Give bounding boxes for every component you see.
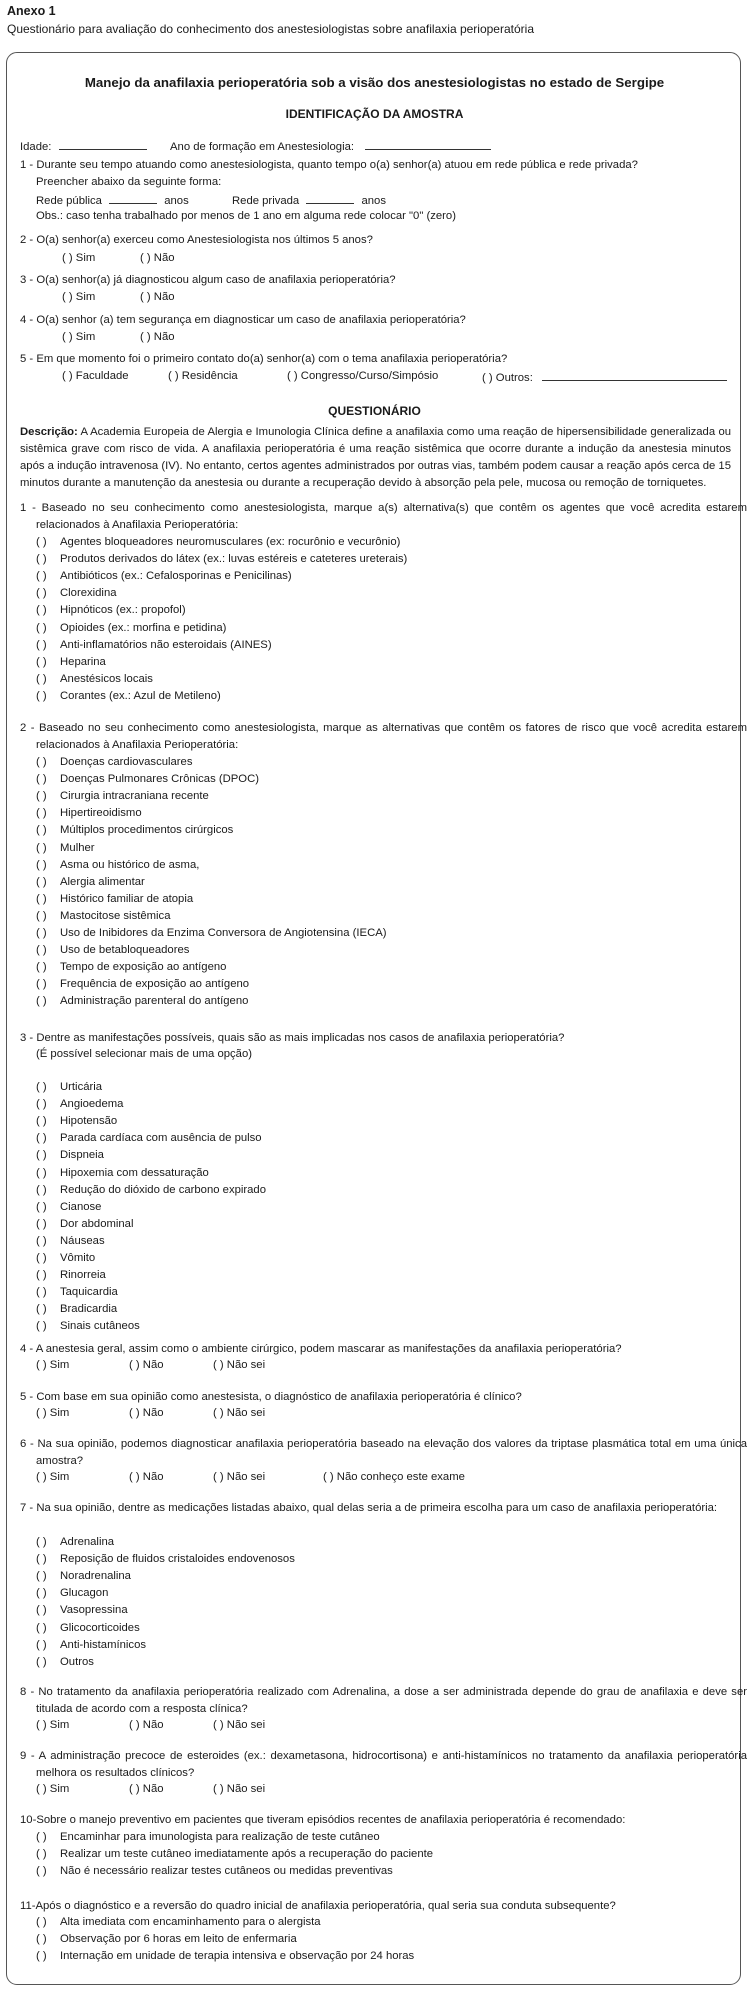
description-paragraph <box>20 424 731 492</box>
checkbox[interactable]: ( ) <box>36 1655 47 1668</box>
checkbox[interactable]: ( ) <box>36 773 47 786</box>
question-11: 11-Após o diagnóstico e a reversão do quadro inicial de anafilaxia perioperatória, qual seria sua conduta subsequente? <box>20 1900 616 1912</box>
question-2-option[interactable] <box>36 943 189 958</box>
form-title: Manejo da anafilaxia perioperatória sob a visão dos anestesiologistas no estado de Sergipe <box>84 75 665 90</box>
option-label: Corantes (ex.: Azul de Metileno) <box>60 689 221 702</box>
id-q5-outros-row <box>482 369 727 386</box>
question-2-option[interactable] <box>36 858 199 873</box>
question-3-option[interactable] <box>36 1148 104 1163</box>
option-label: Bradicardia <box>60 1303 118 1316</box>
option-label: Mulher <box>60 841 95 854</box>
checkbox[interactable]: ( ) <box>36 1865 47 1878</box>
question-2-option[interactable] <box>36 994 248 1009</box>
question-7-option[interactable] <box>36 1638 146 1653</box>
q9-no[interactable]: ( ) Não <box>129 1783 164 1795</box>
question-3-option[interactable] <box>36 1166 209 1181</box>
question-2-option[interactable] <box>36 841 95 856</box>
checkbox[interactable]: ( ) <box>36 1166 47 1179</box>
option-label: Uso de betabloqueadores <box>60 944 190 957</box>
checkbox[interactable]: ( ) <box>36 1217 47 1230</box>
option-label: Anestésicos locais <box>60 672 153 685</box>
question-1-option[interactable] <box>36 638 272 653</box>
checkbox[interactable]: ( ) <box>36 824 47 837</box>
checkbox[interactable]: ( ) <box>36 587 47 600</box>
id-q3-yes[interactable]: ( ) Sim <box>62 291 96 303</box>
option-label: Histórico familiar de atopia <box>60 892 194 905</box>
checkbox[interactable]: ( ) <box>36 756 47 768</box>
question-2-option[interactable] <box>36 755 193 770</box>
q6-yes[interactable]: ( ) Sim <box>36 1471 70 1483</box>
option-label: Asma ou histórico de asma, <box>60 858 200 871</box>
q6-dont-know[interactable]: ( ) Não sei <box>213 1471 266 1483</box>
question-2-option[interactable] <box>36 909 171 924</box>
option-label: Doenças cardiovasculares <box>60 756 193 768</box>
q8-yes[interactable]: ( ) Sim <box>36 1719 70 1731</box>
question-2-option[interactable] <box>36 977 249 992</box>
age-label: Idade: <box>20 141 52 153</box>
checkbox[interactable]: ( ) <box>36 1587 47 1600</box>
checkbox[interactable]: ( ) <box>36 807 47 820</box>
question-3-option[interactable] <box>36 1183 266 1198</box>
question-7: 7 - Na sua opinião, dentre as medicações listadas abaixo, qual delas seria a de primeira escolha para um caso de anafilaxia perioperatória: <box>20 1502 718 1514</box>
question-3-option[interactable] <box>36 1217 133 1232</box>
option-label: Anti-histamínicos <box>60 1638 147 1651</box>
option-label: Vasopressina <box>60 1604 128 1617</box>
q8-dont-know[interactable]: ( ) Não sei <box>213 1719 266 1731</box>
checkbox[interactable]: ( ) <box>36 1098 47 1111</box>
q5-yes[interactable]: ( ) Sim <box>36 1407 70 1419</box>
question-2-option[interactable] <box>36 875 145 890</box>
question-3-subtext: (É possível selecionar mais de uma opção) <box>36 1048 252 1060</box>
checkbox[interactable]: ( ) <box>36 1553 47 1566</box>
option-label: Sinais cutâneos <box>60 1320 140 1333</box>
id-question-4: 4 - O(a) senhor (a) tem segurança em diagnosticar um caso de anafilaxia perioperatória? <box>20 314 466 326</box>
question-3-option[interactable] <box>36 1097 123 1112</box>
id-question-5: 5 - Em que momento foi o primeiro contato do(a) senhor(a) com o tema anafilaxia perioperatória? <box>20 353 508 365</box>
option-label: Mastocitose sistêmica <box>60 909 171 922</box>
question-2-option[interactable] <box>36 926 387 941</box>
option-label: Uso de Inibidores da Enzima Conversora de Angiotensina (IECA) <box>60 927 387 939</box>
private-network-label: Rede privada <box>232 195 300 207</box>
q4-no[interactable]: ( ) Não <box>129 1359 164 1371</box>
checkbox[interactable]: ( ) <box>36 1081 47 1093</box>
option-label: Produtos derivados do látex (ex.: luvas estéreis e cateteres ureterais) <box>60 553 408 566</box>
question-6: 6 - Na sua opinião, podemos diagnosticar anafilaxia perioperatória baseado na elevação dos valores da triptase plasmática total em uma única amostra? <box>20 1438 747 1467</box>
option-label: Urticária <box>60 1081 103 1093</box>
id-q3-no[interactable]: ( ) Não <box>140 291 175 303</box>
id-q5-congresso[interactable]: ( ) Congresso/Curso/Simpósio <box>287 370 439 382</box>
option-label: Cianose <box>60 1200 102 1213</box>
option-label: Noradrenalina <box>60 1570 131 1583</box>
checkbox[interactable]: ( ) <box>36 1570 47 1583</box>
public-network-row <box>36 192 189 209</box>
private-years-input-line[interactable] <box>306 192 354 204</box>
private-network-row <box>232 192 386 209</box>
question-3-option[interactable] <box>36 1268 106 1283</box>
question-1-option[interactable] <box>36 672 153 687</box>
q8-no[interactable]: ( ) Não <box>129 1719 164 1731</box>
checkbox[interactable]: ( ) <box>36 1115 47 1128</box>
checkbox[interactable]: ( ) <box>36 995 47 1008</box>
question-1-option[interactable] <box>36 603 186 618</box>
question-2-option[interactable] <box>36 806 142 821</box>
question-11-option[interactable] <box>36 1915 321 1930</box>
graduation-year-row <box>170 138 491 155</box>
checkbox[interactable]: ( ) <box>36 1933 47 1946</box>
option-label: Opioides (ex.: morfina e petidina) <box>60 621 227 634</box>
questionnaire-heading: QUESTIONÁRIO <box>328 404 421 418</box>
question-10-option[interactable] <box>36 1864 393 1879</box>
question-4: 4 - A anestesia geral, assim como o ambiente cirúrgico, podem mascarar as manifestações da anafilaxia perioperatória? <box>20 1343 622 1355</box>
annex-label: Anexo 1 <box>7 4 56 18</box>
checkbox[interactable]: ( ) <box>36 1536 47 1548</box>
id-question-1: 1 - Durante seu tempo atuando como anestesiologista, quanto tempo o(a) senhor(a) atuou em rede pública e rede privada? <box>20 159 638 171</box>
question-3-option[interactable] <box>36 1114 117 1129</box>
checkbox[interactable]: ( ) <box>36 1604 47 1617</box>
question-1-option[interactable] <box>36 552 407 567</box>
option-label: Observação por 6 horas em leito de enfermaria <box>60 1933 297 1946</box>
question-5: 5 - Com base em sua opinião como anestesista, o diagnóstico de anafilaxia perioperatória é clínico? <box>20 1391 522 1403</box>
question-3-option[interactable] <box>36 1319 140 1334</box>
option-label: Alergia alimentar <box>60 875 145 888</box>
q5-dont-know[interactable]: ( ) Não sei <box>213 1407 266 1419</box>
age-field-row <box>20 138 147 155</box>
checkbox[interactable]: ( ) <box>36 1831 47 1843</box>
question-10: 10-Sobre o manejo preventivo em pacientes que tiveram episódios recentes de anafilaxia perioperatória é recomendado: <box>20 1814 626 1826</box>
question-1-option[interactable] <box>36 621 226 636</box>
checkbox[interactable]: ( ) <box>36 1621 47 1634</box>
option-label: Tempo de exposição ao antígeno <box>60 961 227 974</box>
option-label: Outros <box>60 1655 94 1668</box>
option-label: Hipnóticos (ex.: propofol) <box>60 604 186 617</box>
checkbox[interactable]: ( ) <box>36 604 47 617</box>
option-label: Realizar um teste cutâneo imediatamente após a recuperação do paciente <box>60 1848 434 1861</box>
checkbox[interactable]: ( ) <box>36 553 47 566</box>
age-input-line[interactable] <box>59 138 147 150</box>
option-label: Alta imediata com encaminhamento para o alergista <box>60 1916 321 1928</box>
public-network-label: Rede pública <box>36 195 102 207</box>
question-2-option[interactable] <box>36 960 226 975</box>
question-10-option[interactable] <box>36 1830 380 1845</box>
option-label: Taquicardia <box>60 1286 118 1299</box>
checkbox[interactable]: ( ) <box>36 689 47 702</box>
question-11-option[interactable] <box>36 1932 297 1947</box>
checkbox[interactable]: ( ) <box>36 909 47 922</box>
checkbox[interactable]: ( ) <box>36 1286 47 1299</box>
checkbox[interactable]: ( ) <box>36 536 47 548</box>
option-label: Não é necessário realizar testes cutâneos ou medidas preventivas <box>60 1865 393 1878</box>
option-label: Hipotensão <box>60 1115 118 1128</box>
checkbox[interactable]: ( ) <box>36 1183 47 1196</box>
option-label: Glucagon <box>60 1587 109 1600</box>
option-label: Rinorreia <box>60 1269 106 1282</box>
public-years-unit: anos <box>164 195 189 207</box>
outros-input-line[interactable] <box>542 369 727 381</box>
option-label: Náuseas <box>60 1234 105 1247</box>
question-2: 2 - Baseado no seu conhecimento como anestesiologista, marque as alternativas que contêm os fatores de risco que você acredita estarem relacionados à Anafilaxia Perioperatória: <box>20 722 747 751</box>
option-label: Doenças Pulmonares Crônicas (DPOC) <box>60 773 260 786</box>
option-label: Internação em unidade de terapia intensiva e observação por 24 horas <box>60 1950 415 1963</box>
id-q5-faculdade[interactable]: ( ) Faculdade <box>62 370 129 382</box>
question-1-option[interactable] <box>36 689 221 704</box>
q9-dont-know[interactable]: ( ) Não sei <box>213 1783 266 1795</box>
question-7-option[interactable] <box>36 1603 128 1618</box>
q5-no[interactable]: ( ) Não <box>129 1407 164 1419</box>
checkbox[interactable]: ( ) <box>36 858 47 871</box>
option-label: Frequência de exposição ao antígeno <box>60 978 250 991</box>
question-2-option[interactable] <box>36 772 259 787</box>
checkbox[interactable]: ( ) <box>36 1252 47 1264</box>
option-label: Clorexidina <box>60 587 117 600</box>
public-years-input-line[interactable] <box>109 192 157 204</box>
q9-yes[interactable]: ( ) Sim <box>36 1783 70 1795</box>
question-1-option[interactable] <box>36 535 400 550</box>
question-1-option[interactable] <box>36 586 117 601</box>
option-label: Administração parenteral do antígeno <box>60 995 249 1008</box>
graduation-year-label: Ano de formação em Anestesiologia: <box>170 141 354 153</box>
option-label: Heparina <box>60 655 106 668</box>
checkbox[interactable]: ( ) <box>36 944 47 957</box>
question-3-option[interactable] <box>36 1200 101 1215</box>
annex-caption: Questionário para avaliação do conhecimento dos anestesiologistas sobre anafilaxia perioperatória <box>7 22 534 36</box>
id-question-1-hint: Preencher abaixo da seguinte forma: <box>36 176 222 188</box>
question-2-option[interactable] <box>36 823 233 838</box>
checkbox[interactable]: ( ) <box>36 1149 47 1162</box>
id-q5-outros[interactable]: ( ) Outros: <box>482 372 533 384</box>
checkbox[interactable]: ( ) <box>36 1132 47 1145</box>
checkbox[interactable]: ( ) <box>36 1638 47 1651</box>
id-q4-yes[interactable]: ( ) Sim <box>62 331 96 343</box>
option-label: Encaminhar para imunologista para realização de teste cutâneo <box>60 1831 380 1843</box>
question-3-option[interactable] <box>36 1251 95 1266</box>
option-label: Agentes bloqueadores neuromusculares (ex: rocurônio e vecurônio) <box>60 536 401 548</box>
checkbox[interactable]: ( ) <box>36 1234 47 1247</box>
option-label: Anti-inflamatórios não esteroidais (AINES) <box>60 638 272 651</box>
question-3-option[interactable] <box>36 1302 117 1317</box>
question-1-option[interactable] <box>36 655 106 670</box>
checkbox[interactable]: ( ) <box>36 892 47 905</box>
checkbox[interactable]: ( ) <box>36 841 47 854</box>
option-label: Hipertireoidismo <box>60 807 142 820</box>
question-3-option[interactable] <box>36 1080 102 1095</box>
question-3-option[interactable] <box>36 1131 262 1146</box>
option-label: Adrenalina <box>60 1536 115 1548</box>
id-question-2: 2 - O(a) senhor(a) exerceu como Anestesiologista nos últimos 5 anos? <box>20 234 373 246</box>
checkbox[interactable]: ( ) <box>36 1848 47 1861</box>
question-8: 8 - No tratamento da anafilaxia perioperatória realizado com Adrenalina, a dose a ser administrada depende do grau de anafilaxia e deve ser titulada de acordo com a resposta clínica? <box>20 1686 747 1715</box>
id-q5-residencia[interactable]: ( ) Residência <box>168 370 238 382</box>
question-11-option[interactable] <box>36 1949 414 1964</box>
checkbox[interactable]: ( ) <box>36 638 47 651</box>
checkbox[interactable]: ( ) <box>36 1916 47 1928</box>
checkbox[interactable]: ( ) <box>36 1200 47 1213</box>
identification-heading: IDENTIFICAÇÃO DA AMOSTRA <box>285 107 464 121</box>
checkbox[interactable]: ( ) <box>36 672 47 685</box>
option-label: Redução do dióxido de carbono expirado <box>60 1183 267 1196</box>
question-7-option[interactable] <box>36 1655 94 1670</box>
q4-dont-know[interactable]: ( ) Não sei <box>213 1359 266 1371</box>
obs-note: Obs.: caso tenha trabalhado por menos de 1 ano em alguma rede colocar "0" (zero) <box>36 210 456 222</box>
option-label: Reposição de fluidos cristaloides endovenosos <box>60 1553 295 1566</box>
question-1: 1 - Baseado no seu conhecimento como anestesiologista, marque a(s) alternativa(s) que contêm os agentes que você acredita estarem relacionados à Anafilaxia Perioperatória: <box>20 502 747 531</box>
question-7-option[interactable] <box>36 1621 140 1636</box>
question-9: 9 - A administração precoce de esteroides (ex.: dexametasona, hidrocortisona) e anti-histamínicos no tratamento da anafilaxia perioperatória melhora os resultados clínicos? <box>20 1750 747 1779</box>
q6-no[interactable]: ( ) Não <box>129 1471 164 1483</box>
checkbox[interactable]: ( ) <box>36 790 47 803</box>
graduation-year-input-line[interactable] <box>365 138 491 150</box>
question-7-option[interactable] <box>36 1552 295 1567</box>
checkbox[interactable]: ( ) <box>36 570 47 583</box>
description-text: A Academia Europeia de Alergia e Imunologia Clínica define a anafilaxia como uma reação de hipersensibilidade generalizada ou sistêmica grave com risco de vida. A anafilaxia perioperatória é uma reação sistêmica que ocorre durante a indução da anestesia minutos após a indução intravenosa (IV). No entanto, certos agentes administrados por outras vias, também podem causar a reação após cerca de 15 minutos durante a manutenção da anestesia ou durante a recuperação devido à absorção pela pele, mucosa ou remoção de torniquetes. <box>20 426 732 489</box>
question-7-option[interactable] <box>36 1569 131 1584</box>
option-label: Múltiplos procedimentos cirúrgicos <box>60 824 234 837</box>
option-label: Dispneia <box>60 1149 104 1162</box>
option-label: Dor abdominal <box>60 1217 134 1230</box>
option-label: Angioedema <box>60 1098 124 1111</box>
q6-unknown-exam[interactable]: ( ) Não conheço este exame <box>323 1471 465 1483</box>
question-2-option[interactable] <box>36 789 209 804</box>
option-label: Vômito <box>60 1252 96 1264</box>
option-label: Antibióticos (ex.: Cefalosporinas e Penicilinas) <box>60 570 292 583</box>
option-label: Parada cardíaca com ausência de pulso <box>60 1132 262 1145</box>
checkbox[interactable]: ( ) <box>36 927 47 939</box>
option-label: Hipoxemia com dessaturação <box>60 1166 209 1179</box>
question-3-option[interactable] <box>36 1285 118 1300</box>
checkbox[interactable]: ( ) <box>36 1269 47 1282</box>
question-10-option[interactable] <box>36 1847 433 1862</box>
checkbox[interactable]: ( ) <box>36 655 47 668</box>
checkbox[interactable]: ( ) <box>36 1303 47 1316</box>
checkbox[interactable]: ( ) <box>36 1320 47 1333</box>
question-1-option[interactable] <box>36 569 292 584</box>
question-3: 3 - Dentre as manifestações possíveis, quais são as mais implicadas nos casos de anafilaxia perioperatória? <box>20 1032 565 1044</box>
description-label: Descrição: <box>20 426 78 438</box>
checkbox[interactable]: ( ) <box>36 961 47 974</box>
question-7-option[interactable] <box>36 1586 108 1601</box>
question-2-option[interactable] <box>36 892 193 907</box>
private-years-unit: anos <box>361 195 386 207</box>
checkbox[interactable]: ( ) <box>36 621 47 634</box>
id-question-3: 3 - O(a) senhor(a) já diagnosticou algum caso de anafilaxia perioperatória? <box>20 274 396 286</box>
checkbox[interactable]: ( ) <box>36 978 47 991</box>
id-q2-yes[interactable]: ( ) Sim <box>62 252 96 264</box>
checkbox[interactable]: ( ) <box>36 875 47 888</box>
q4-yes[interactable]: ( ) Sim <box>36 1359 70 1371</box>
id-q2-no[interactable]: ( ) Não <box>140 252 175 264</box>
option-label: Cirurgia intracraniana recente <box>60 790 209 803</box>
checkbox[interactable]: ( ) <box>36 1950 47 1963</box>
question-7-option[interactable] <box>36 1535 114 1550</box>
option-label: Glicocorticoides <box>60 1621 140 1634</box>
question-3-option[interactable] <box>36 1234 105 1249</box>
id-q4-no[interactable]: ( ) Não <box>140 331 175 343</box>
